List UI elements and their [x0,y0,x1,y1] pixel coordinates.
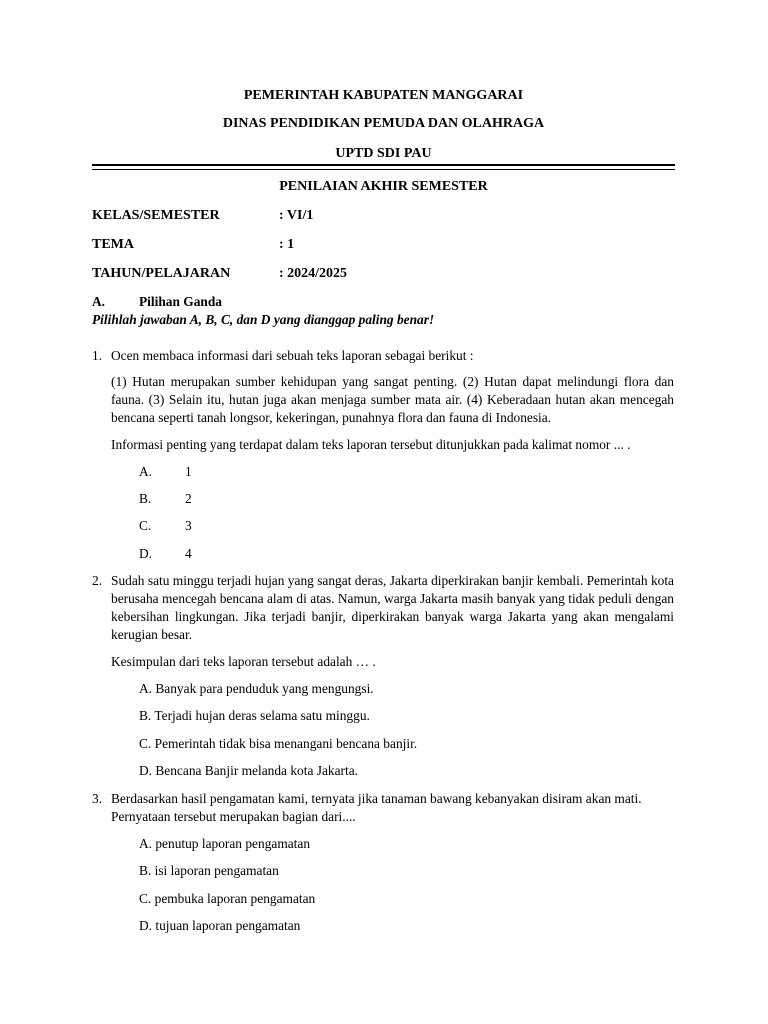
header-rule-thick [92,164,675,166]
question-3-option-b: B. isi laporan pengamatan [139,863,279,878]
question-3-option-a: A. penutup laporan pengamatan [139,836,311,851]
info-value-theme: : 1 [279,237,295,252]
header-department: DINAS PENDIDIKAN PEMUDA DAN OLAHRAGA [222,116,545,131]
section-instruction: Pilihlah jawaban A, B, C, dan D yang dianggap paling benar! [92,312,435,327]
question-2-option-c: C. Pemerintah tidak bisa menangani bencana banjir. [139,736,418,751]
question-3-number: 3. [92,791,103,806]
question-2-option-d: D. Bencana Banjir melanda kota Jakarta. [139,763,358,778]
question-2-prompt: Kesimpulan dari teks laporan tersebut adalah … . [111,654,376,669]
question-1-option-b-letter: B. [139,491,152,506]
section-letter: A. [92,294,106,309]
header-government: PEMERINTAH KABUPATEN MANGGARAI [243,88,524,103]
question-1-option-c-letter: C. [139,518,152,533]
question-1-option-c: 3 [185,518,192,533]
question-1-option-a-letter: A. [139,464,153,479]
section-title: Pilihan Ganda [139,294,222,309]
exam-title: PENILAIAN AKHIR SEMESTER [279,179,488,194]
question-1-passage: (1) Hutan merupakan sumber kehidupan yang sangat penting. (2) Hutan dapat melindungi flora dan fauna. (3) Selain itu, hutan juga akan menjaga sumber mata air. (4) Keberadaan hutan akan mencegah bencana seperti tanah longsor, kekeringan, punahnya flora dan fauna di Indonesia. [111,374,674,425]
question-1-option-d-letter: D. [139,546,153,561]
question-3-option-c: C. pembuka laporan pengamatan [139,891,316,906]
info-label-theme: TEMA [92,237,134,252]
header-rule-thin [92,169,675,170]
info-label-class: KELAS/SEMESTER [92,208,220,223]
header-school: UPTD SDI PAU [335,146,432,161]
question-2-option-b: B. Terjadi hujan deras selama satu minggu. [139,708,370,723]
question-1-option-a: 1 [185,464,192,479]
question-3-option-d: D. tujuan laporan pengamatan [139,918,301,933]
question-1-prompt: Informasi penting yang terdapat dalam teks laporan tersebut ditunjukkan pada kalimat nomor ... . [111,437,631,452]
question-1-option-d: 4 [185,546,192,561]
question-3-passage: Berdasarkan hasil pengamatan kami, ternyata jika tanaman bawang kebanyakan disiram akan mati. Pernyataan tersebut merupakan bagian dari.... [111,791,642,824]
question-1-intro: Ocen membaca informasi dari sebuah teks laporan sebagai berikut : [111,348,474,363]
question-2-passage: Sudah satu minggu terjadi hujan yang sangat deras, Jakarta diperkirakan banjir kembali. Pemerintah kota berusaha mencegah bencana alam di atas. Namun, warga Jakarta masih banyak yang tidak peduli dengan kebersihan lingkungan. Jika terjadi banjir, diperkirakan banyak warga Jakarta yang akan mengalami kerugian besar. [111,573,674,642]
info-label-year: TAHUN/PELAJARAN [92,266,231,281]
question-1-option-b: 2 [185,491,192,506]
question-2-number: 2. [92,573,103,588]
info-value-class: : VI/1 [279,208,314,223]
info-value-year: : 2024/2025 [279,266,348,281]
question-1-number: 1. [92,348,103,363]
question-2-option-a: A. Banyak para penduduk yang mengungsi. [139,681,374,696]
